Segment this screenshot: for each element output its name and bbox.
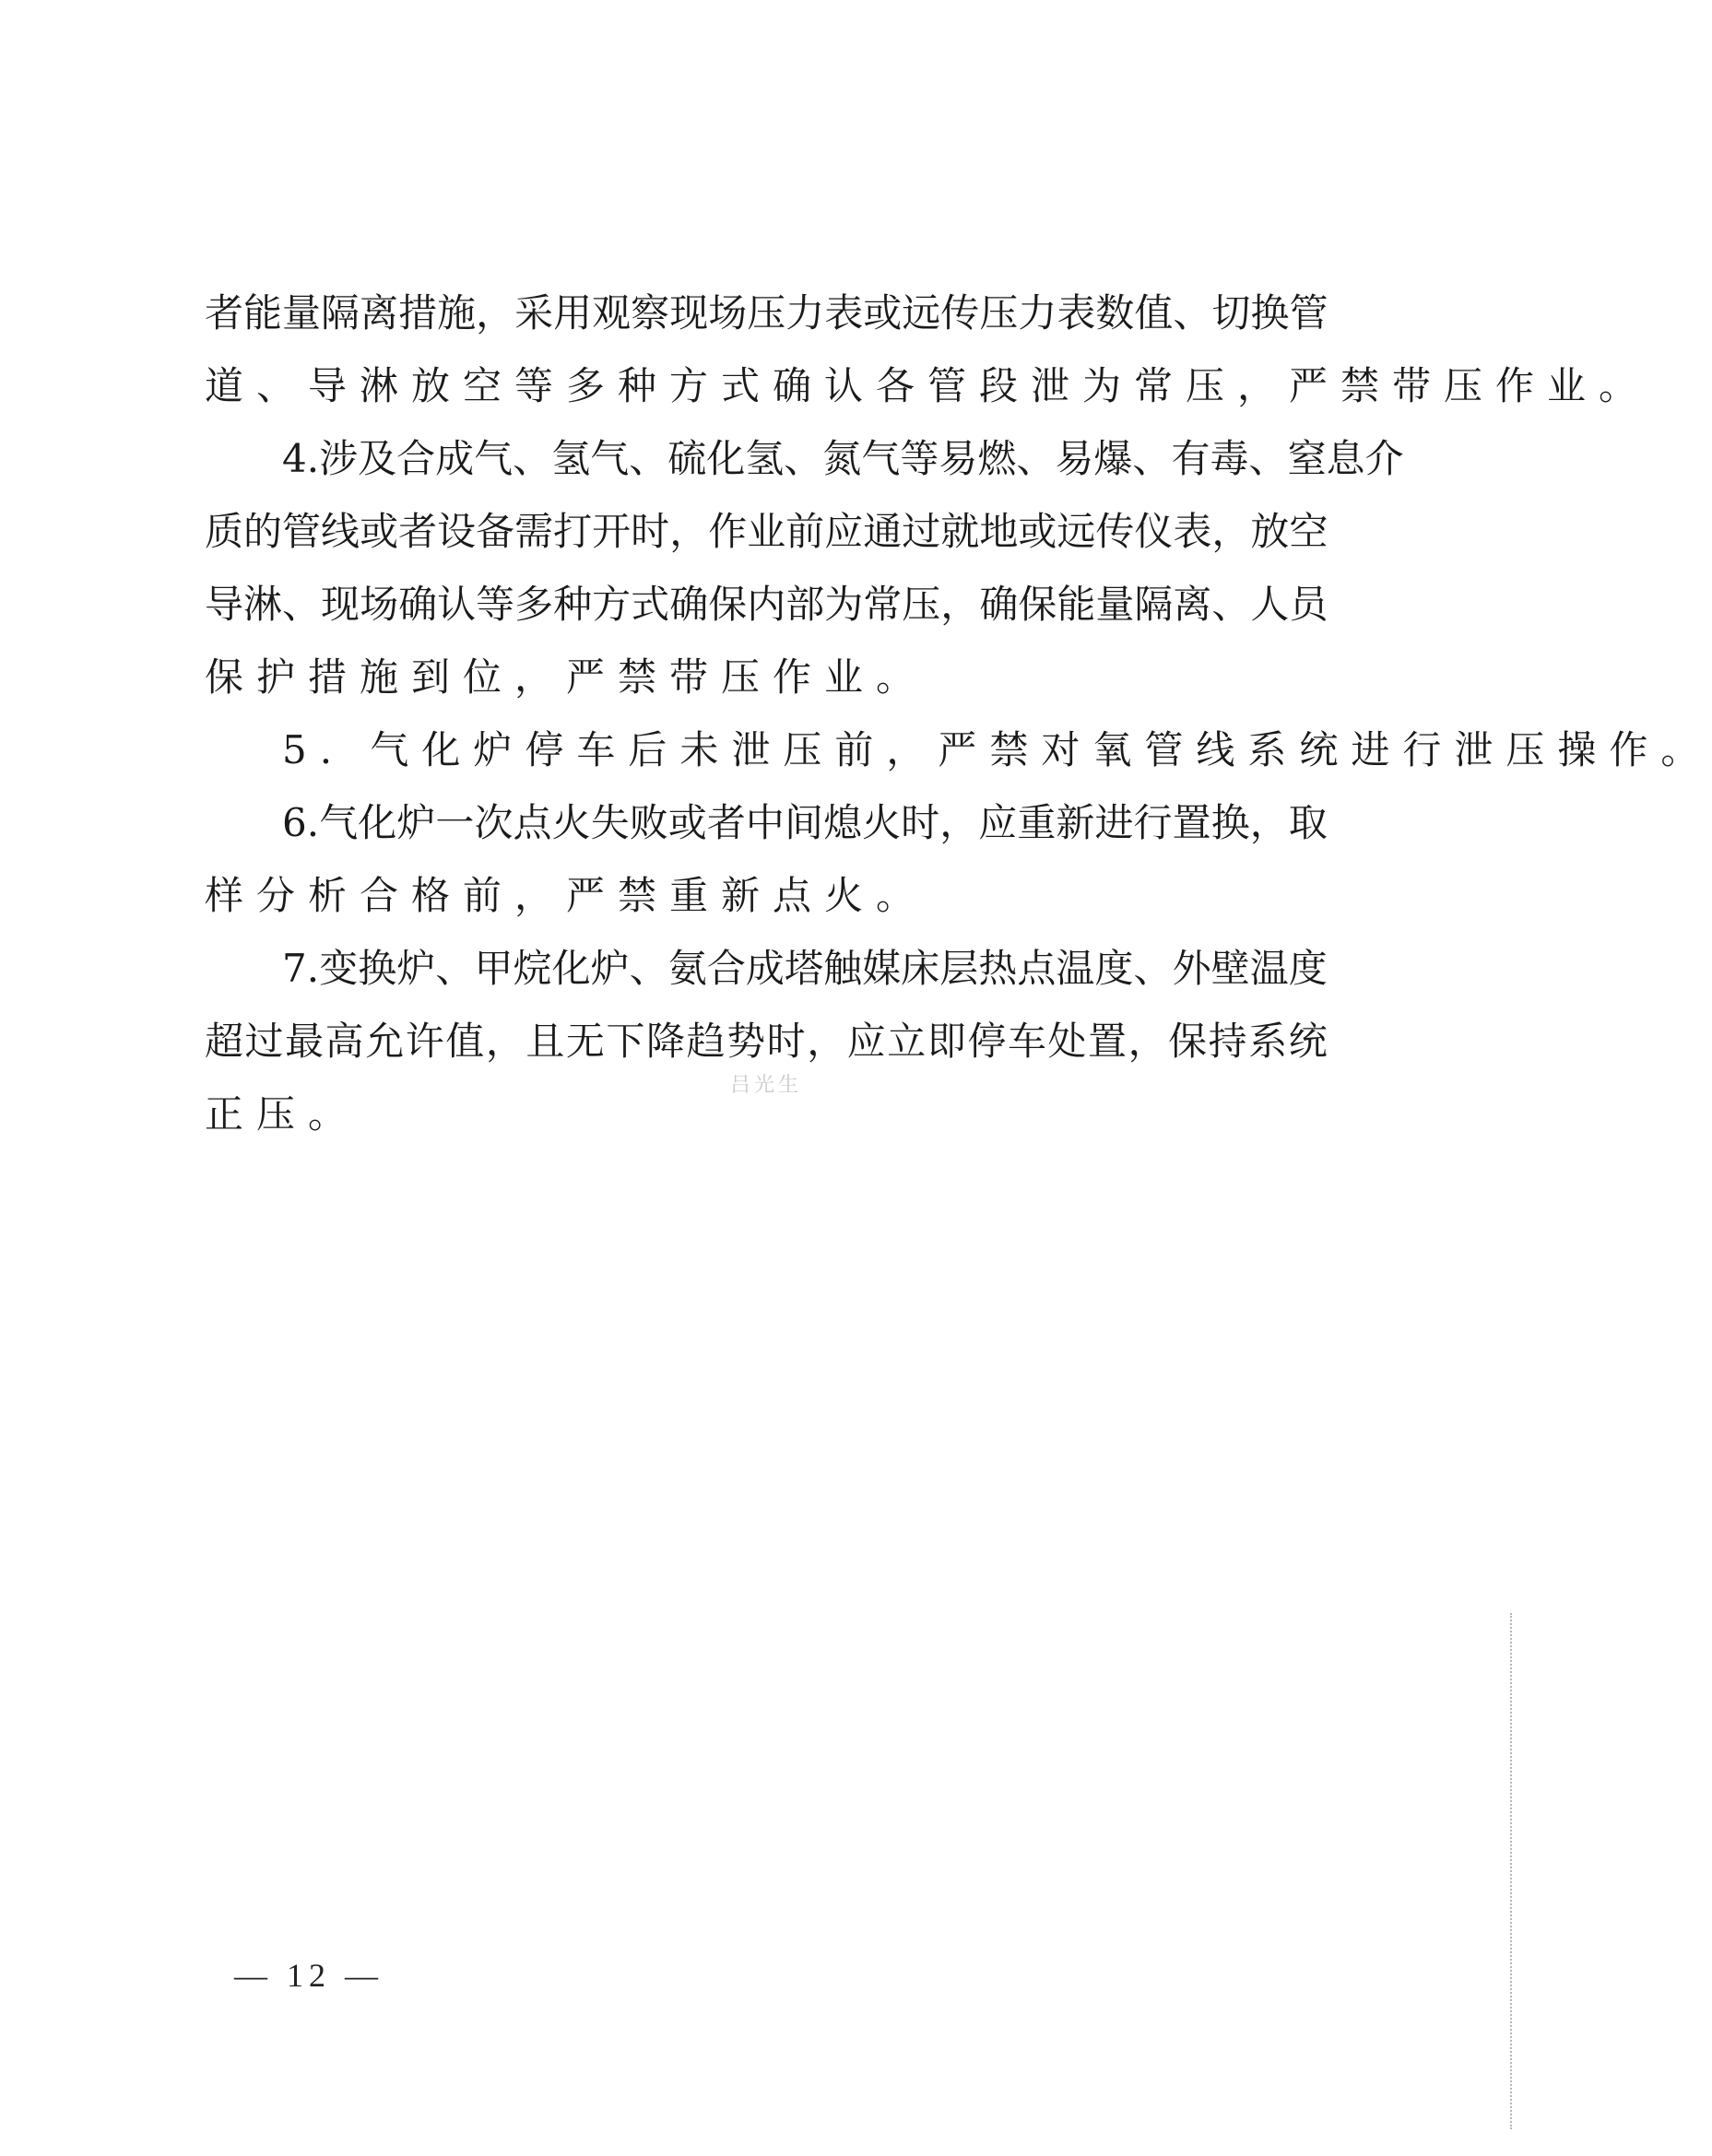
line-text: 保护措施到位，严禁带压作业。	[205, 654, 928, 700]
line-text: 导 淋 、 现 场 确 认 等 多 种 方 式 确 保 内 部 为 常 压 ， 确 保 能 量 隔 离 、 人 员	[205, 582, 1328, 627]
line-text: 6 . 气 化 炉 一 次 点 火 失 败 或 者 中 间 熄 火 时 ， 应 重 新 进 行 置 换 ， 取	[282, 800, 1328, 845]
text-line	[205, 422, 1404, 495]
line-text: 4 . 涉 及 合 成 气 、 氢 气 、 硫 化 氢 、 氮 气 等 易 燃 、 易 爆 、 有 毒 、 窒 息 介	[282, 436, 1404, 481]
line-text: 5. 气化炉停车后未泄压前，严禁对氧管线系统进行泄压操作。	[282, 727, 1712, 772]
text-line	[205, 349, 1651, 422]
text-line	[205, 641, 1328, 713]
line-text: 者 能 量 隔 离 措 施 ， 采 用 观 察 现 场 压 力 表 或 远 传 压 力 表 数 值 、 切 换 管	[205, 290, 1328, 336]
text-line	[205, 495, 1328, 568]
line-text: 质 的 管 线 或 者 设 备 需 打 开 时 ， 作 业 前 应 通 过 就 地 或 远 传 仪 表 ， 放 空	[205, 509, 1328, 554]
body-text	[205, 277, 1712, 1150]
text-line	[205, 1005, 1328, 1078]
line-text: 道、导淋放空等多种方式确认各管段泄为常压，严禁带压作业。	[205, 363, 1651, 408]
text-line	[205, 277, 1328, 349]
text-line	[205, 713, 1712, 786]
line-text: 正压。	[205, 1091, 360, 1137]
page-number: — 12 —	[234, 1957, 384, 1994]
scan-edge-artifact	[1508, 1613, 1512, 2129]
line-text: 超 过 最 高 允 许 值 ， 且 无 下 降 趋 势 时 ， 应 立 即 停 车 处 置 ， 保 持 系 统	[205, 1019, 1328, 1064]
text-line	[205, 859, 1328, 932]
watermark: 吕光生	[730, 1074, 803, 1097]
text-line	[205, 786, 1328, 859]
line-text: 7 . 变 换 炉 、 甲 烷 化 炉 、 氨 合 成 塔 触 媒 床 层 热 点 温 度 、 外 壁 温 度	[282, 946, 1328, 991]
text-line	[205, 568, 1328, 641]
text-line	[205, 932, 1328, 1005]
line-text: 样分析合格前，严禁重新点火。	[205, 873, 928, 918]
